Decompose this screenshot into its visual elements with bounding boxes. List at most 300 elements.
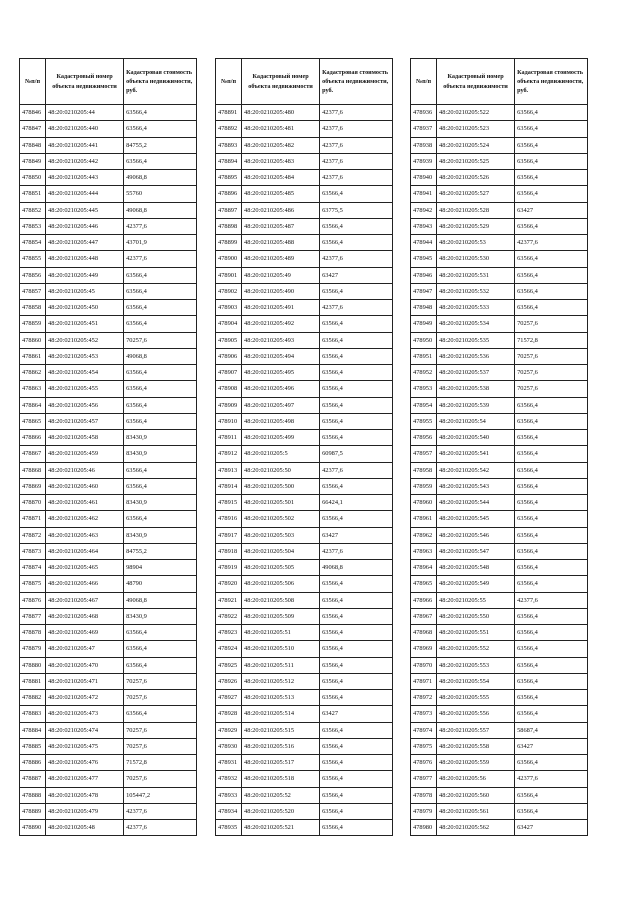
- cadastral-cost-cell: 63566,4: [320, 820, 393, 836]
- cadastral-number-cell: 48:20:0210205:492: [242, 316, 320, 332]
- cadastral-cost-cell: 63566,4: [515, 462, 588, 478]
- cadastral-cost-cell: 63566,4: [124, 365, 197, 381]
- cadastral-number-cell: 48:20:0210205:456: [46, 397, 124, 413]
- row-number-cell: 478925: [216, 657, 242, 673]
- header-cadastral: Кадастровый номер объекта недвижимости: [242, 59, 320, 105]
- table-row: [216, 527, 393, 543]
- cadastral-cost-cell: 63566,4: [515, 251, 588, 267]
- cadastral-number-cell: 48:20:0210205:54: [437, 413, 515, 429]
- row-number-cell: 478877: [20, 608, 46, 624]
- cadastral-number-cell: 48:20:0210205:441: [46, 137, 124, 153]
- table-row: [411, 511, 588, 527]
- table-row: [411, 332, 588, 348]
- cadastral-number-cell: 48:20:0210205:559: [437, 755, 515, 771]
- table-row: [411, 462, 588, 478]
- row-number-cell: 478916: [216, 511, 242, 527]
- cadastral-cost-cell: 70257,6: [515, 365, 588, 381]
- row-number-cell: 478862: [20, 365, 46, 381]
- cadastral-number-cell: 48:20:0210205:480: [242, 105, 320, 121]
- cadastral-number-cell: 48:20:0210205:526: [437, 170, 515, 186]
- cadastral-number-cell: 48:20:0210205:524: [437, 137, 515, 153]
- cadastral-number-cell: 48:20:0210205:56: [437, 771, 515, 787]
- cadastral-cost-cell: 70257,6: [124, 738, 197, 754]
- cadastral-number-cell: 48:20:0210205:450: [46, 300, 124, 316]
- cadastral-number-cell: 48:20:0210205:557: [437, 722, 515, 738]
- cadastral-number-cell: 48:20:0210205:466: [46, 576, 124, 592]
- table-row: [411, 186, 588, 202]
- cadastral-cost-cell: 63566,4: [515, 300, 588, 316]
- cadastral-number-cell: 48:20:0210205:510: [242, 641, 320, 657]
- cadastral-number-cell: 48:20:0210205:525: [437, 153, 515, 169]
- cadastral-cost-cell: 63566,4: [515, 446, 588, 462]
- row-number-cell: 478955: [411, 413, 437, 429]
- cadastral-cost-cell: 63566,4: [515, 137, 588, 153]
- cadastral-cost-cell: 83430,9: [124, 430, 197, 446]
- cadastral-number-cell: 48:20:0210205:528: [437, 202, 515, 218]
- table-row: [20, 397, 197, 413]
- cadastral-number-cell: 48:20:0210205:558: [437, 738, 515, 754]
- cadastral-number-cell: 48:20:0210205:511: [242, 657, 320, 673]
- cadastral-number-cell: 48:20:0210205:508: [242, 592, 320, 608]
- table-row: [216, 543, 393, 559]
- cadastral-number-cell: 48:20:0210205:537: [437, 365, 515, 381]
- cadastral-cost-cell: 42377,6: [320, 462, 393, 478]
- table-row: [411, 673, 588, 689]
- cadastral-number-cell: 48:20:0210205:482: [242, 137, 320, 153]
- cadastral-cost-cell: 63566,4: [320, 316, 393, 332]
- table-row: [20, 771, 197, 787]
- cadastral-cost-cell: 63566,4: [515, 706, 588, 722]
- cadastral-cost-cell: 63566,4: [515, 283, 588, 299]
- row-number-cell: 478928: [216, 706, 242, 722]
- cadastral-cost-cell: 63566,4: [515, 803, 588, 819]
- cadastral-number-cell: 48:20:0210205:543: [437, 478, 515, 494]
- table-row: [216, 218, 393, 234]
- row-number-cell: 478870: [20, 495, 46, 511]
- table-row: [20, 543, 197, 559]
- cadastral-cost-cell: 63427: [320, 706, 393, 722]
- cadastral-cost-cell: 60987,5: [320, 446, 393, 462]
- table-row: [216, 641, 393, 657]
- cadastral-number-cell: 48:20:0210205:497: [242, 397, 320, 413]
- cadastral-cost-cell: 63566,4: [515, 527, 588, 543]
- row-number-cell: 478867: [20, 446, 46, 462]
- table-row: [216, 592, 393, 608]
- row-number-cell: 478970: [411, 657, 437, 673]
- row-number-cell: 478850: [20, 170, 46, 186]
- table-row: [216, 608, 393, 624]
- row-number-cell: 478875: [20, 576, 46, 592]
- row-number-cell: 478892: [216, 121, 242, 137]
- cadastral-cost-cell: 42377,6: [320, 153, 393, 169]
- row-number-cell: 478947: [411, 283, 437, 299]
- cadastral-cost-cell: 58687,4: [515, 722, 588, 738]
- cadastral-number-cell: 48:20:0210205:541: [437, 446, 515, 462]
- cadastral-number-cell: 48:20:0210205:462: [46, 511, 124, 527]
- table-row: [216, 738, 393, 754]
- cadastral-cost-cell: 63566,4: [515, 657, 588, 673]
- table-row: [20, 267, 197, 283]
- row-number-cell: 478974: [411, 722, 437, 738]
- cadastral-number-cell: 48:20:0210205:451: [46, 316, 124, 332]
- cadastral-number-cell: 48:20:0210205:5: [242, 446, 320, 462]
- cadastral-number-cell: 48:20:0210205:498: [242, 413, 320, 429]
- cadastral-cost-cell: 63566,4: [124, 511, 197, 527]
- row-number-cell: 478923: [216, 625, 242, 641]
- cadastral-cost-cell: 63566,4: [124, 267, 197, 283]
- row-number-cell: 478968: [411, 625, 437, 641]
- table-row: [20, 820, 197, 836]
- table-row: [216, 365, 393, 381]
- table-row: [216, 673, 393, 689]
- table-row: [216, 348, 393, 364]
- table-row: [20, 608, 197, 624]
- table-row: [411, 446, 588, 462]
- cadastral-cost-cell: 63566,4: [320, 283, 393, 299]
- cadastral-number-cell: 48:20:0210205:493: [242, 332, 320, 348]
- cadastral-cost-cell: 83430,9: [124, 608, 197, 624]
- table-row: [216, 300, 393, 316]
- table-row: [216, 625, 393, 641]
- table-row: [411, 706, 588, 722]
- row-number-cell: 478915: [216, 495, 242, 511]
- cadastral-number-cell: 48:20:0210205:553: [437, 657, 515, 673]
- cadastral-cost-cell: 63427: [515, 738, 588, 754]
- row-number-cell: 478891: [216, 105, 242, 121]
- cadastral-cost-cell: 70257,6: [124, 722, 197, 738]
- table-row: [20, 218, 197, 234]
- cadastral-number-cell: 48:20:0210205:522: [437, 105, 515, 121]
- cadastral-number-cell: 48:20:0210205:502: [242, 511, 320, 527]
- cadastral-cost-cell: 63566,4: [515, 121, 588, 137]
- table-row: [411, 478, 588, 494]
- cadastral-number-cell: 48:20:0210205:533: [437, 300, 515, 316]
- row-number-cell: 478922: [216, 608, 242, 624]
- cadastral-cost-cell: 63566,4: [320, 365, 393, 381]
- table-row: [20, 690, 197, 706]
- table-row: [20, 625, 197, 641]
- cadastral-cost-cell: 63566,4: [515, 413, 588, 429]
- table-row: [216, 446, 393, 462]
- row-number-cell: 478908: [216, 381, 242, 397]
- row-number-cell: 478969: [411, 641, 437, 657]
- cadastral-cost-cell: 63566,4: [124, 381, 197, 397]
- cadastral-cost-cell: 42377,6: [320, 121, 393, 137]
- table-row: [216, 478, 393, 494]
- cadastral-number-cell: 48:20:0210205:53: [437, 235, 515, 251]
- row-number-cell: 478944: [411, 235, 437, 251]
- cadastral-cost-cell: 84755,2: [124, 543, 197, 559]
- row-number-cell: 478876: [20, 592, 46, 608]
- row-number-cell: 478897: [216, 202, 242, 218]
- table-row: [216, 381, 393, 397]
- cadastral-number-cell: 48:20:0210205:552: [437, 641, 515, 657]
- row-number-cell: 478953: [411, 381, 437, 397]
- table-row: [216, 153, 393, 169]
- cadastral-cost-cell: 63566,4: [515, 560, 588, 576]
- row-number-cell: 478853: [20, 218, 46, 234]
- cadastral-number-cell: 48:20:0210205:50: [242, 462, 320, 478]
- table-row: [20, 755, 197, 771]
- table-row: [411, 592, 588, 608]
- cadastral-number-cell: 48:20:0210205:539: [437, 397, 515, 413]
- cadastral-cost-cell: 42377,6: [515, 235, 588, 251]
- header-cadastral: Кадастровый номер объекта недвижимости: [437, 59, 515, 105]
- row-number-cell: 478942: [411, 202, 437, 218]
- cadastral-number-cell: 48:20:0210205:542: [437, 462, 515, 478]
- header-cadastral: Кадастровый номер объекта недвижимости: [46, 59, 124, 105]
- header-cost: Кадастровая стоимость объекта недвижимости, руб.: [320, 59, 393, 105]
- table-row: [20, 137, 197, 153]
- cadastral-number-cell: 48:20:0210205:512: [242, 673, 320, 689]
- cadastral-number-cell: 48:20:0210205:464: [46, 543, 124, 559]
- cadastral-cost-cell: 63566,4: [320, 608, 393, 624]
- table-row: [216, 706, 393, 722]
- row-number-cell: 478871: [20, 511, 46, 527]
- table-header-row: [216, 59, 393, 105]
- cadastral-cost-cell: 42377,6: [320, 300, 393, 316]
- table-row: [411, 641, 588, 657]
- cadastral-number-cell: 48:20:0210205:449: [46, 267, 124, 283]
- cadastral-number-cell: 48:20:0210205:481: [242, 121, 320, 137]
- cadastral-cost-cell: 42377,6: [320, 543, 393, 559]
- row-number-cell: 478938: [411, 137, 437, 153]
- cadastral-cost-cell: 70257,6: [515, 348, 588, 364]
- cadastral-number-cell: 48:20:0210205:484: [242, 170, 320, 186]
- table-row: [411, 608, 588, 624]
- table-row: [411, 413, 588, 429]
- table-row: [20, 121, 197, 137]
- cadastral-cost-cell: 63566,4: [320, 397, 393, 413]
- row-number-cell: 478847: [20, 121, 46, 137]
- cadastral-number-cell: 48:20:0210205:469: [46, 625, 124, 641]
- table-row: [411, 283, 588, 299]
- cadastral-number-cell: 48:20:0210205:561: [437, 803, 515, 819]
- cadastral-cost-cell: 83430,9: [124, 446, 197, 462]
- cadastral-number-cell: 48:20:0210205:452: [46, 332, 124, 348]
- row-number-cell: 478937: [411, 121, 437, 137]
- row-number-cell: 478887: [20, 771, 46, 787]
- cadastral-cost-cell: 63566,4: [515, 608, 588, 624]
- row-number-cell: 478910: [216, 413, 242, 429]
- row-number-cell: 478894: [216, 153, 242, 169]
- row-number-cell: 478980: [411, 820, 437, 836]
- cadastral-cost-cell: 42377,6: [320, 105, 393, 121]
- cadastral-cost-cell: 63566,4: [515, 218, 588, 234]
- row-number-cell: 478943: [411, 218, 437, 234]
- cadastral-number-cell: 48:20:0210205:485: [242, 186, 320, 202]
- cadastral-cost-cell: 66424,1: [320, 495, 393, 511]
- table-row: [411, 251, 588, 267]
- table-row: [20, 381, 197, 397]
- row-number-cell: 478936: [411, 105, 437, 121]
- table-row: [216, 137, 393, 153]
- cadastral-number-cell: 48:20:0210205:517: [242, 755, 320, 771]
- cadastral-number-cell: 48:20:0210205:488: [242, 235, 320, 251]
- cadastral-cost-cell: 49068,8: [124, 348, 197, 364]
- cadastral-number-cell: 48:20:0210205:454: [46, 365, 124, 381]
- cadastral-cost-cell: 70257,6: [124, 690, 197, 706]
- cadastral-number-cell: 48:20:0210205:500: [242, 478, 320, 494]
- table-row: [20, 787, 197, 803]
- table-row: [411, 218, 588, 234]
- cadastral-cost-cell: 63566,4: [320, 690, 393, 706]
- cadastral-number-cell: 48:20:0210205:459: [46, 446, 124, 462]
- cadastral-number-cell: 48:20:0210205:463: [46, 527, 124, 543]
- cadastral-number-cell: 48:20:0210205:550: [437, 608, 515, 624]
- row-number-cell: 478948: [411, 300, 437, 316]
- cadastral-number-cell: 48:20:0210205:556: [437, 706, 515, 722]
- cadastral-number-cell: 48:20:0210205:471: [46, 673, 124, 689]
- row-number-cell: 478952: [411, 365, 437, 381]
- cadastral-cost-cell: 63566,4: [124, 105, 197, 121]
- cadastral-number-cell: 48:20:0210205:545: [437, 511, 515, 527]
- row-number-cell: 478911: [216, 430, 242, 446]
- cadastral-cost-cell: 71572,8: [515, 332, 588, 348]
- table-header-row: [20, 59, 197, 105]
- cadastral-number-cell: 48:20:0210205:547: [437, 543, 515, 559]
- row-number-cell: 478951: [411, 348, 437, 364]
- row-number-cell: 478880: [20, 657, 46, 673]
- row-number-cell: 478959: [411, 478, 437, 494]
- row-number-cell: 478905: [216, 332, 242, 348]
- table-row: [216, 560, 393, 576]
- cadastral-cost-cell: 63566,4: [320, 592, 393, 608]
- cadastral-cost-cell: 71572,8: [124, 755, 197, 771]
- cadastral-cost-cell: 63566,4: [515, 495, 588, 511]
- cadastral-number-cell: 48:20:0210205:506: [242, 576, 320, 592]
- table-row: [20, 657, 197, 673]
- cadastral-table-1: [19, 58, 197, 836]
- row-number-cell: 478973: [411, 706, 437, 722]
- cadastral-number-cell: 48:20:0210205:443: [46, 170, 124, 186]
- table-row: [411, 348, 588, 364]
- row-number-cell: 478859: [20, 316, 46, 332]
- row-number-cell: 478914: [216, 478, 242, 494]
- row-number-cell: 478941: [411, 186, 437, 202]
- table-row: [20, 495, 197, 511]
- cadastral-cost-cell: 63566,4: [124, 657, 197, 673]
- cadastral-number-cell: 48:20:0210205:562: [437, 820, 515, 836]
- table-row: [216, 495, 393, 511]
- cadastral-cost-cell: 63427: [515, 820, 588, 836]
- cadastral-cost-cell: 63566,4: [515, 170, 588, 186]
- table-row: [20, 316, 197, 332]
- cadastral-number-cell: 48:20:0210205:477: [46, 771, 124, 787]
- cadastral-cost-cell: 63566,4: [320, 413, 393, 429]
- row-number-cell: 478971: [411, 673, 437, 689]
- row-number-cell: 478883: [20, 706, 46, 722]
- row-number-cell: 478855: [20, 251, 46, 267]
- table-row: [411, 365, 588, 381]
- row-number-cell: 478918: [216, 543, 242, 559]
- cadastral-cost-cell: 63566,4: [320, 625, 393, 641]
- table-row: [411, 137, 588, 153]
- row-number-cell: 478858: [20, 300, 46, 316]
- row-number-cell: 478849: [20, 153, 46, 169]
- row-number-cell: 478977: [411, 771, 437, 787]
- cadastral-number-cell: 48:20:0210205:540: [437, 430, 515, 446]
- table-row: [216, 462, 393, 478]
- cadastral-number-cell: 48:20:0210205:496: [242, 381, 320, 397]
- cadastral-number-cell: 48:20:0210205:551: [437, 625, 515, 641]
- table-row: [216, 283, 393, 299]
- cadastral-cost-cell: 63566,4: [320, 332, 393, 348]
- cadastral-cost-cell: 63566,4: [320, 738, 393, 754]
- table-row: [20, 365, 197, 381]
- cadastral-number-cell: 48:20:0210205:532: [437, 283, 515, 299]
- row-number-cell: 478895: [216, 170, 242, 186]
- cadastral-cost-cell: 63566,4: [320, 430, 393, 446]
- cadastral-number-cell: 48:20:0210205:473: [46, 706, 124, 722]
- table-row: [20, 560, 197, 576]
- row-number-cell: 478956: [411, 430, 437, 446]
- cadastral-cost-cell: 49068,8: [320, 560, 393, 576]
- table-row: [411, 170, 588, 186]
- row-number-cell: 478872: [20, 527, 46, 543]
- cadastral-number-cell: 48:20:0210205:504: [242, 543, 320, 559]
- cadastral-cost-cell: 63566,4: [320, 235, 393, 251]
- cadastral-cost-cell: 63566,4: [515, 641, 588, 657]
- row-number-cell: 478926: [216, 673, 242, 689]
- cadastral-cost-cell: 98904: [124, 560, 197, 576]
- table-row: [216, 803, 393, 819]
- cadastral-cost-cell: 70257,6: [124, 332, 197, 348]
- cadastral-number-cell: 48:20:0210205:46: [46, 462, 124, 478]
- cadastral-number-cell: 48:20:0210205:444: [46, 186, 124, 202]
- cadastral-number-cell: 48:20:0210205:536: [437, 348, 515, 364]
- table-row: [216, 511, 393, 527]
- table-row: [216, 787, 393, 803]
- cadastral-number-cell: 48:20:0210205:505: [242, 560, 320, 576]
- cadastral-cost-cell: 63566,4: [515, 267, 588, 283]
- table-row: [411, 430, 588, 446]
- cadastral-cost-cell: 49068,8: [124, 170, 197, 186]
- cadastral-cost-cell: 63566,4: [320, 722, 393, 738]
- cadastral-number-cell: 48:20:0210205:534: [437, 316, 515, 332]
- cadastral-number-cell: 48:20:0210205:478: [46, 787, 124, 803]
- cadastral-cost-cell: 63566,4: [124, 641, 197, 657]
- cadastral-number-cell: 48:20:0210205:48: [46, 820, 124, 836]
- cadastral-number-cell: 48:20:0210205:440: [46, 121, 124, 137]
- row-number-cell: 478885: [20, 738, 46, 754]
- row-number-cell: 478856: [20, 267, 46, 283]
- cadastral-number-cell: 48:20:0210205:494: [242, 348, 320, 364]
- cadastral-cost-cell: 63566,4: [124, 413, 197, 429]
- table-row: [20, 511, 197, 527]
- cadastral-cost-cell: 70257,6: [515, 316, 588, 332]
- row-number-cell: 478963: [411, 543, 437, 559]
- table-row: [411, 738, 588, 754]
- cadastral-cost-cell: 63427: [320, 527, 393, 543]
- cadastral-cost-cell: 63566,4: [515, 625, 588, 641]
- table-row: [216, 316, 393, 332]
- table-row: [216, 235, 393, 251]
- cadastral-number-cell: 48:20:0210205:445: [46, 202, 124, 218]
- cadastral-cost-cell: 63566,4: [320, 576, 393, 592]
- cadastral-number-cell: 48:20:0210205:515: [242, 722, 320, 738]
- cadastral-number-cell: 48:20:0210205:45: [46, 283, 124, 299]
- table-row: [411, 527, 588, 543]
- cadastral-number-cell: 48:20:0210205:446: [46, 218, 124, 234]
- cadastral-cost-cell: 83430,9: [124, 527, 197, 543]
- cadastral-number-cell: 48:20:0210205:527: [437, 186, 515, 202]
- table-row: [411, 495, 588, 511]
- row-number-cell: 478863: [20, 381, 46, 397]
- row-number-cell: 478933: [216, 787, 242, 803]
- row-number-cell: 478846: [20, 105, 46, 121]
- cadastral-number-cell: 48:20:0210205:514: [242, 706, 320, 722]
